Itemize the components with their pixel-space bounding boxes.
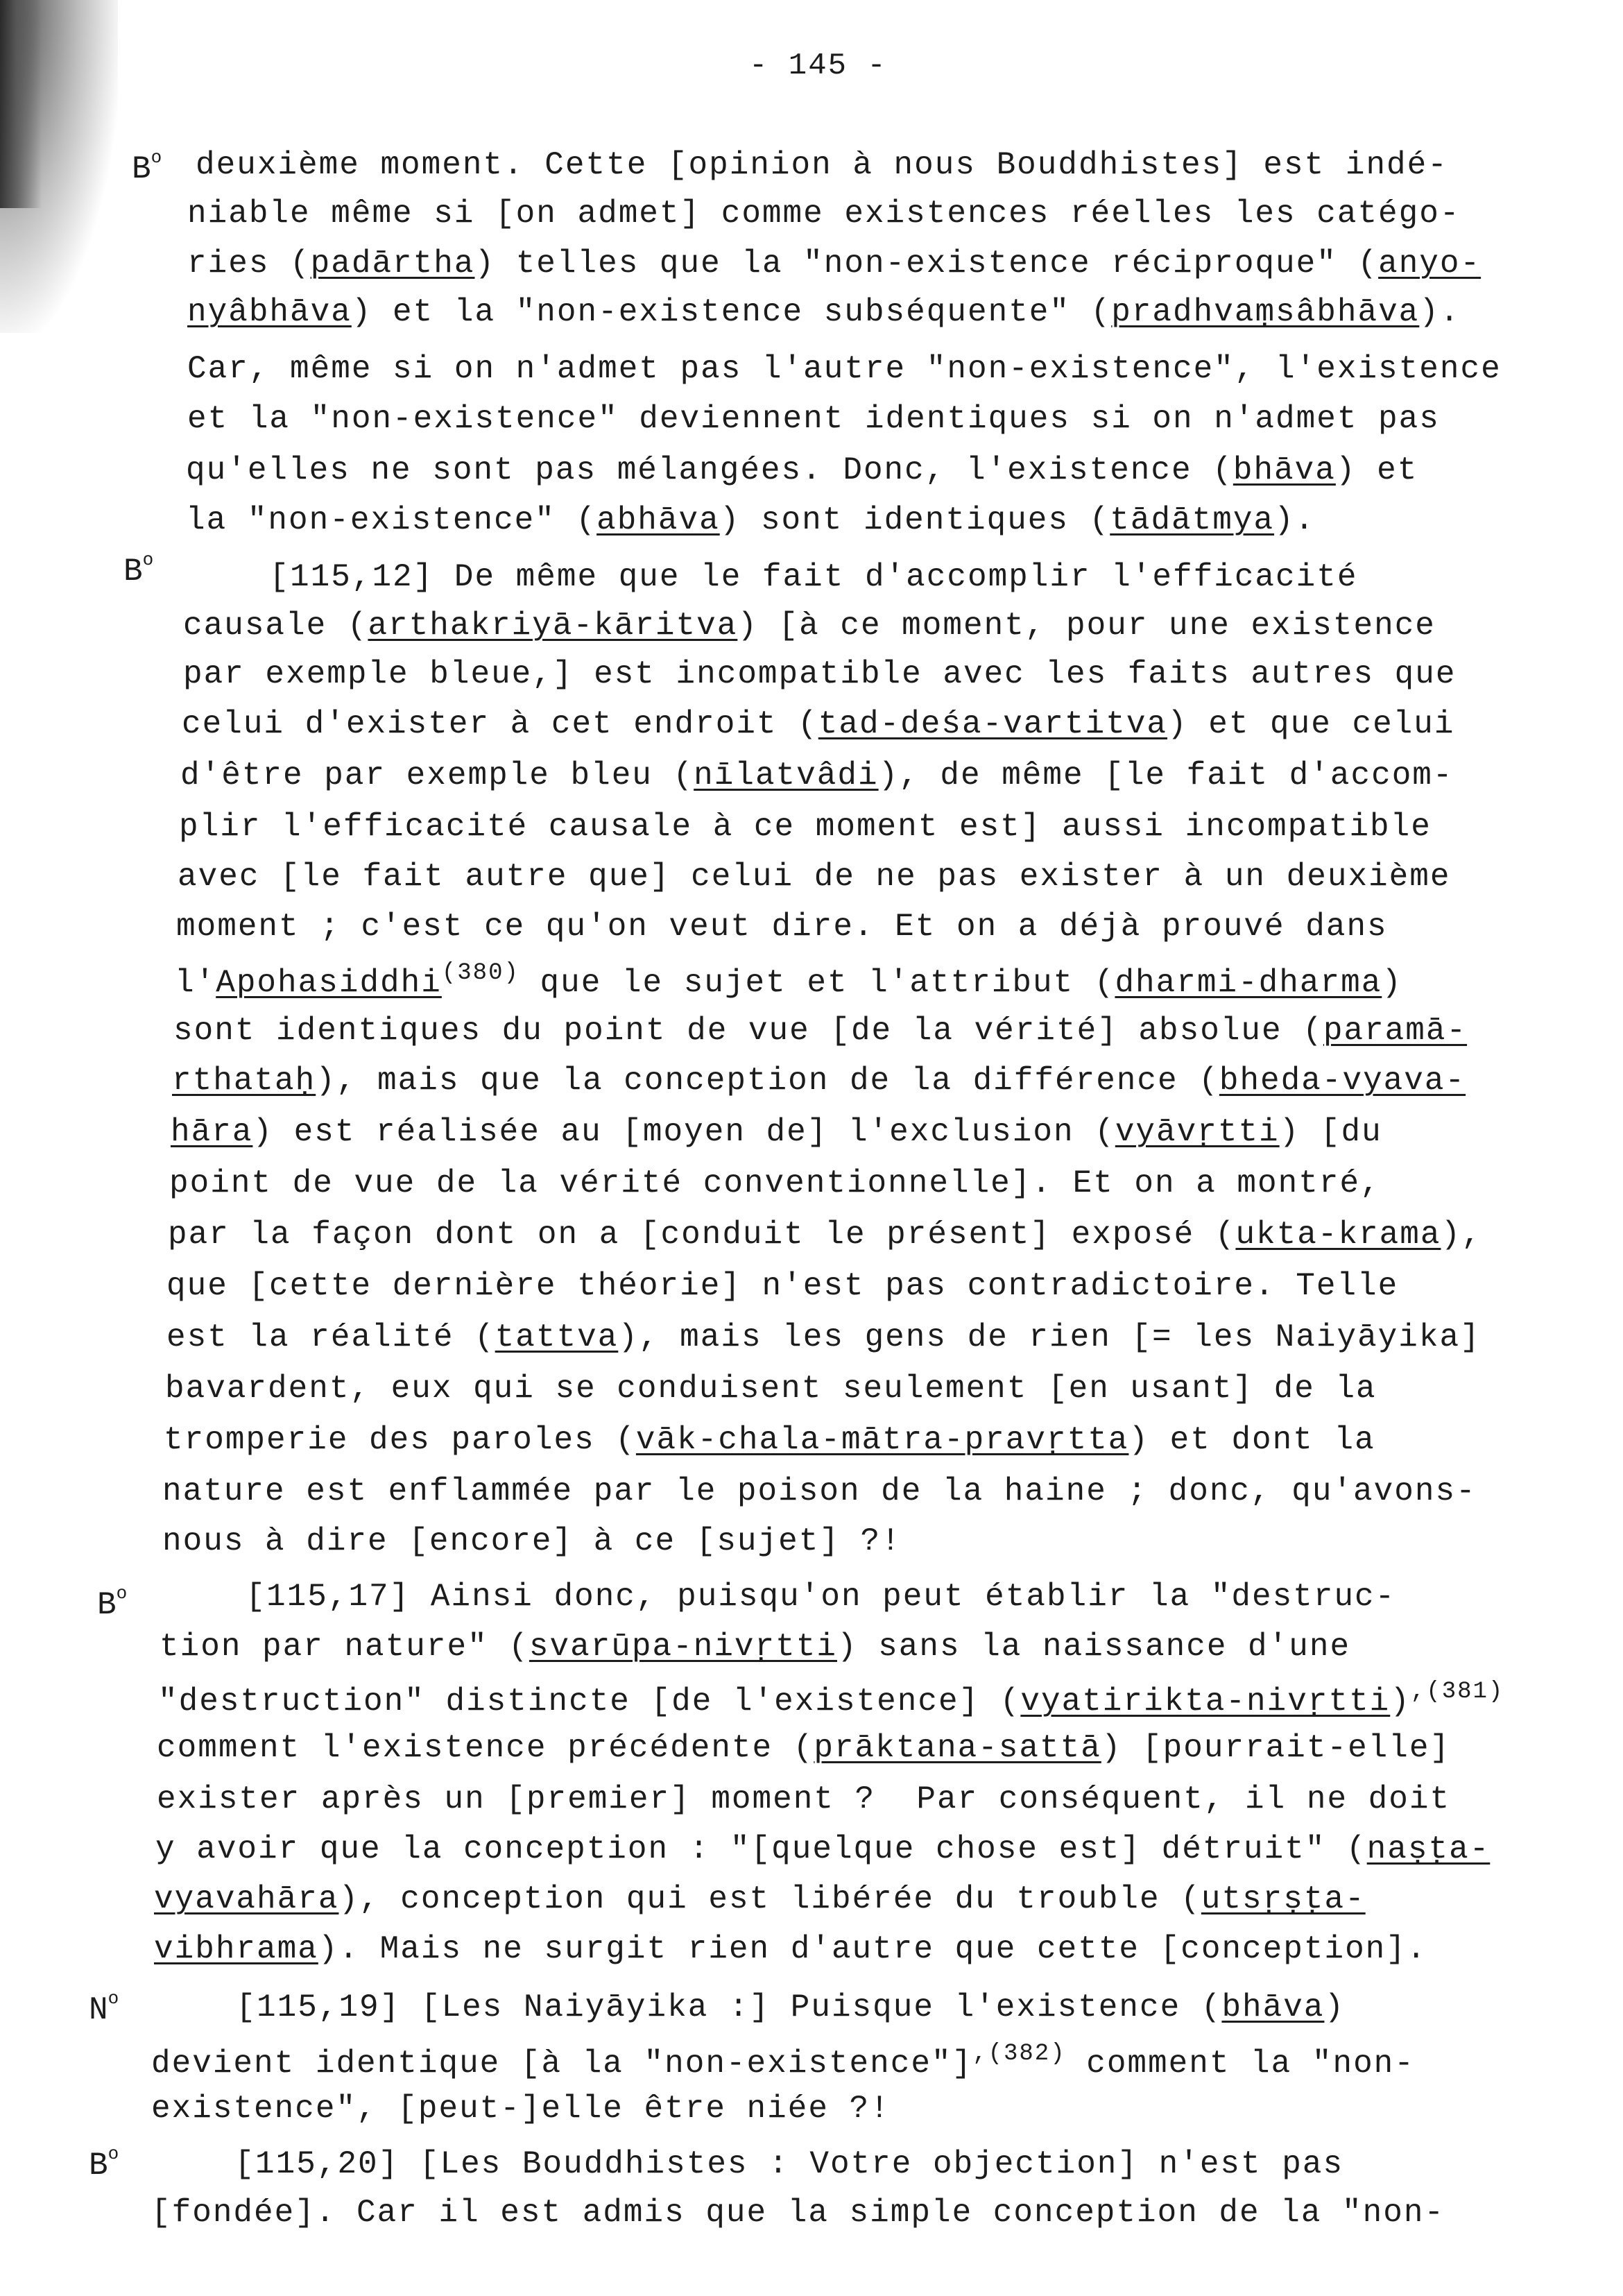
text-line: nyâbhāva) et la "non-existence subséquente" (pradhvaṃsâbhāva).	[187, 294, 1461, 330]
section-marker-bouddhiste: $B^o$	[123, 549, 154, 590]
text-line: tromperie des paroles (vāk-chala-mātra-pravṛtta) et dont la	[164, 1422, 1375, 1458]
text-line: avec [le fait autre que] celui de ne pas exister à un deuxième	[178, 859, 1451, 895]
text-line: "destruction" distincte [de l'existence] (vyatirikta-nivṛtti)$^{,(381)}$	[158, 1679, 1504, 1720]
text-line: est la réalité (tattva), mais les gens de rien [= les Naiyāyika]	[166, 1319, 1481, 1355]
text-line: y avoir que la conception : "[quelque chose est] détruit" (naṣṭa-	[155, 1831, 1491, 1867]
text-line: moment ; c'est ce qu'on veut dire. Et on a déjà prouvé dans	[176, 909, 1388, 945]
text-line: comment l'existence précédente (prāktana-sattā) [pourrait-elle]	[157, 1730, 1451, 1766]
text-line: sont identiques du point de vue [de la vérité] absolue (paramā-	[173, 1013, 1468, 1049]
text-line: ries (padārtha) telles que la "non-existence réciproque" (anyo-	[187, 246, 1482, 282]
section-marker-bouddhiste: $B^o$	[97, 1583, 128, 1623]
text-line: nous à dire [encore] à ce [sujet] ?!	[162, 1523, 902, 1559]
section-marker-naiyayika: $N^o$	[89, 1988, 119, 2028]
text-line: causale (arthakriyā-kāritva) [à ce moment, pour une existence	[183, 608, 1436, 644]
page-number: - 145 -	[749, 49, 887, 83]
text-line: devient identique [à la "non-existence"]$^{,(382)}$ comment la "non-	[151, 2041, 1415, 2082]
text-line: [115,19] [Les Naiyāyika :] Puisque l'existence (bhāva)	[154, 1989, 1346, 2025]
text-line: celui d'exister à cet endroit (tad-deśa-vartitva) et que celui	[182, 706, 1455, 742]
text-line: [115,12] De même que le fait d'accomplir l'efficacité	[187, 559, 1358, 595]
text-line: deuxième moment. Cette [opinion à nous Bouddhistes] est indé-	[196, 147, 1448, 183]
text-line: l'Apohasiddhi$^{(380)}$ que le sujet et l'attribut (dharmi-dharma)	[175, 960, 1402, 1001]
section-marker-bouddhiste: $B^o$	[132, 147, 162, 187]
text-line: qu'elles ne sont pas mélangées. Donc, l'existence (bhāva) et	[186, 452, 1418, 488]
text-line: par exemple bleue,] est incompatible avec les faits autres que	[183, 656, 1457, 692]
text-line: vibhrama). Mais ne surgit rien d'autre que cette [conception].	[154, 1931, 1427, 1967]
text-line: vyavahāra), conception qui est libérée du trouble (utsṛṣṭa-	[154, 1881, 1366, 1917]
text-line: que [cette dernière théorie] n'est pas contradictoire. Telle	[166, 1268, 1399, 1304]
text-line: d'être par exemple bleu (nīlatvâdi), de même [le fait d'accom-	[180, 757, 1454, 794]
text-line: rthataḥ), mais que la conception de la différence (bheda-vyava-	[172, 1063, 1466, 1099]
text-line: exister après un [premier] moment ? Par conséquent, il ne doit	[157, 1781, 1451, 1817]
text-line: [fondée]. Car il est admis que la simple conception de la "non-	[151, 2195, 1445, 2231]
text-line: et la "non-existence" deviennent identiques si on n'admet pas	[187, 401, 1440, 437]
text-line: tion par nature" (svarūpa-nivṛtti) sans la naissance d'une	[160, 1629, 1351, 1665]
section-marker-bouddhiste: $B^o$	[89, 2143, 119, 2184]
text-line: [115,17] Ainsi donc, puisqu'on peut établir la "destruc-	[164, 1579, 1396, 1615]
scan-shadow-edge	[0, 0, 42, 208]
text-line: hāra) est réalisée au [moyen de] l'exclusion (vyāvṛtti) [du	[171, 1114, 1382, 1150]
text-line: existence", [peut-]elle être niée ?!	[151, 2091, 891, 2127]
text-line: [115,20] [Les Bouddhistes : Votre objection] n'est pas	[153, 2146, 1344, 2182]
text-line: Car, même si on n'admet pas l'autre "non-existence", l'existence	[187, 351, 1502, 387]
text-line: plir l'efficacité causale à ce moment est] aussi incompatible	[179, 809, 1432, 845]
text-line: bavardent, eux qui se conduisent seulement [en usant] de la	[165, 1371, 1377, 1407]
text-line: niable même si [on admet] comme existences réelles les catégo-	[187, 196, 1461, 232]
text-line: par la façon dont on a [conduit le présent] exposé (ukta-krama),	[168, 1217, 1482, 1253]
text-line: la "non-existence" (abhāva) sont identiques (tādātmya).	[186, 502, 1316, 538]
text-line: point de vue de la vérité conventionnelle]. Et on a montré,	[169, 1165, 1381, 1201]
text-line: nature est enflammée par le poison de la haine ; donc, qu'avons-	[162, 1473, 1477, 1509]
